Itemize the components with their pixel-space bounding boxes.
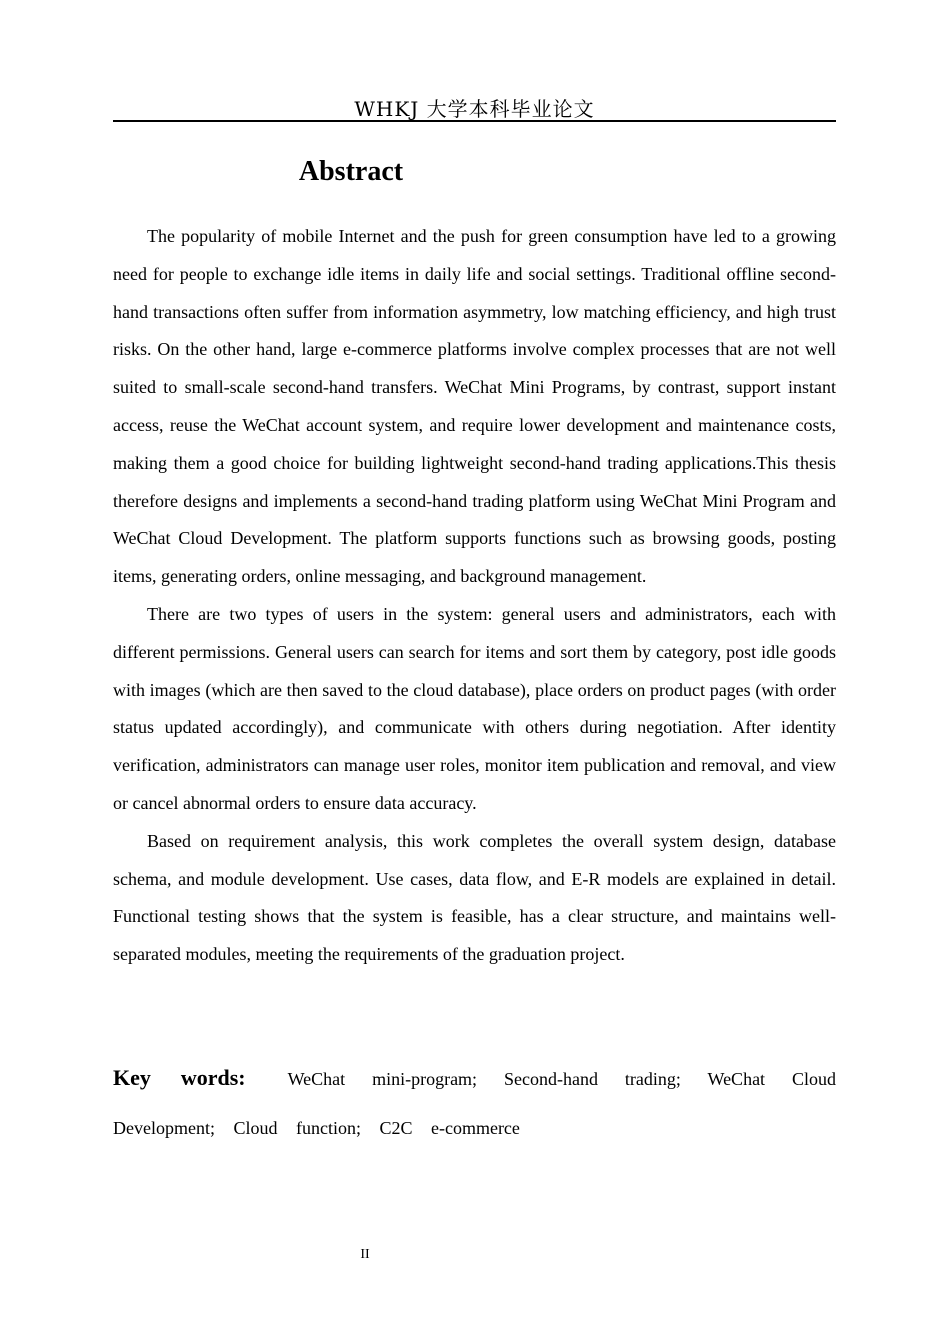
keywords-label: Key words: <box>113 1065 246 1090</box>
abstract-paragraph-1: The popularity of mobile Internet and the push for green consumption have led to a growing need for people to exchange idle items in daily life and social settings. Traditional offline second-hand transactions often suffer from information asymmetry, low matching efficiency, and high trust risks. On the other hand, large e-commerce platforms involve complex processes that are not well suited to small-scale second-hand transfers. WeChat Mini Programs, by contrast, support instant access, reuse the WeChat account system, and require lower development and maintenance costs, making them a good choice for building lightweight second-hand trading applications.This thesis therefore designs and implements a second-hand trading platform using WeChat Mini Program and WeChat Cloud Development. The platform supports functions such as browsing goods, posting items, generating orders, online messaging, and background management. <box>113 226 836 587</box>
running-header: WHKJ 大学本科毕业论文 <box>354 97 595 121</box>
abstract-paragraph-2: There are two types of users in the system: general users and administrators, each with different permissions. General users can search for items and sort them by category, post idle goods with images (which are then saved to the cloud database), place orders on product pages (with order status updated accordingly), and communicate with others during negotiation. After identity verification, administrators can manage user roles, monitor item publication and removal, and view or cancel abnormal orders to ensure data accuracy. <box>113 603 836 813</box>
header-rule <box>113 120 836 122</box>
abstract-paragraph-3: Based on requirement analysis, this work completes the overall system design, database schema, and module development. Use cases, data flow, and E-R models are explained in detail. Functional testing shows that the system is feasible, has a clear structure, and maintains well-separated modules, meeting the requirements of the graduation project. <box>113 830 836 965</box>
abstract-body <box>113 218 836 974</box>
keywords-text: WeChat mini-program; Second-hand trading; WeChat Cloud Development; Cloud function; C2C e-commerce <box>113 1069 837 1138</box>
abstract-heading: Abstract <box>298 156 404 187</box>
page-number: II <box>360 1247 370 1262</box>
keywords-block <box>113 1053 836 1153</box>
